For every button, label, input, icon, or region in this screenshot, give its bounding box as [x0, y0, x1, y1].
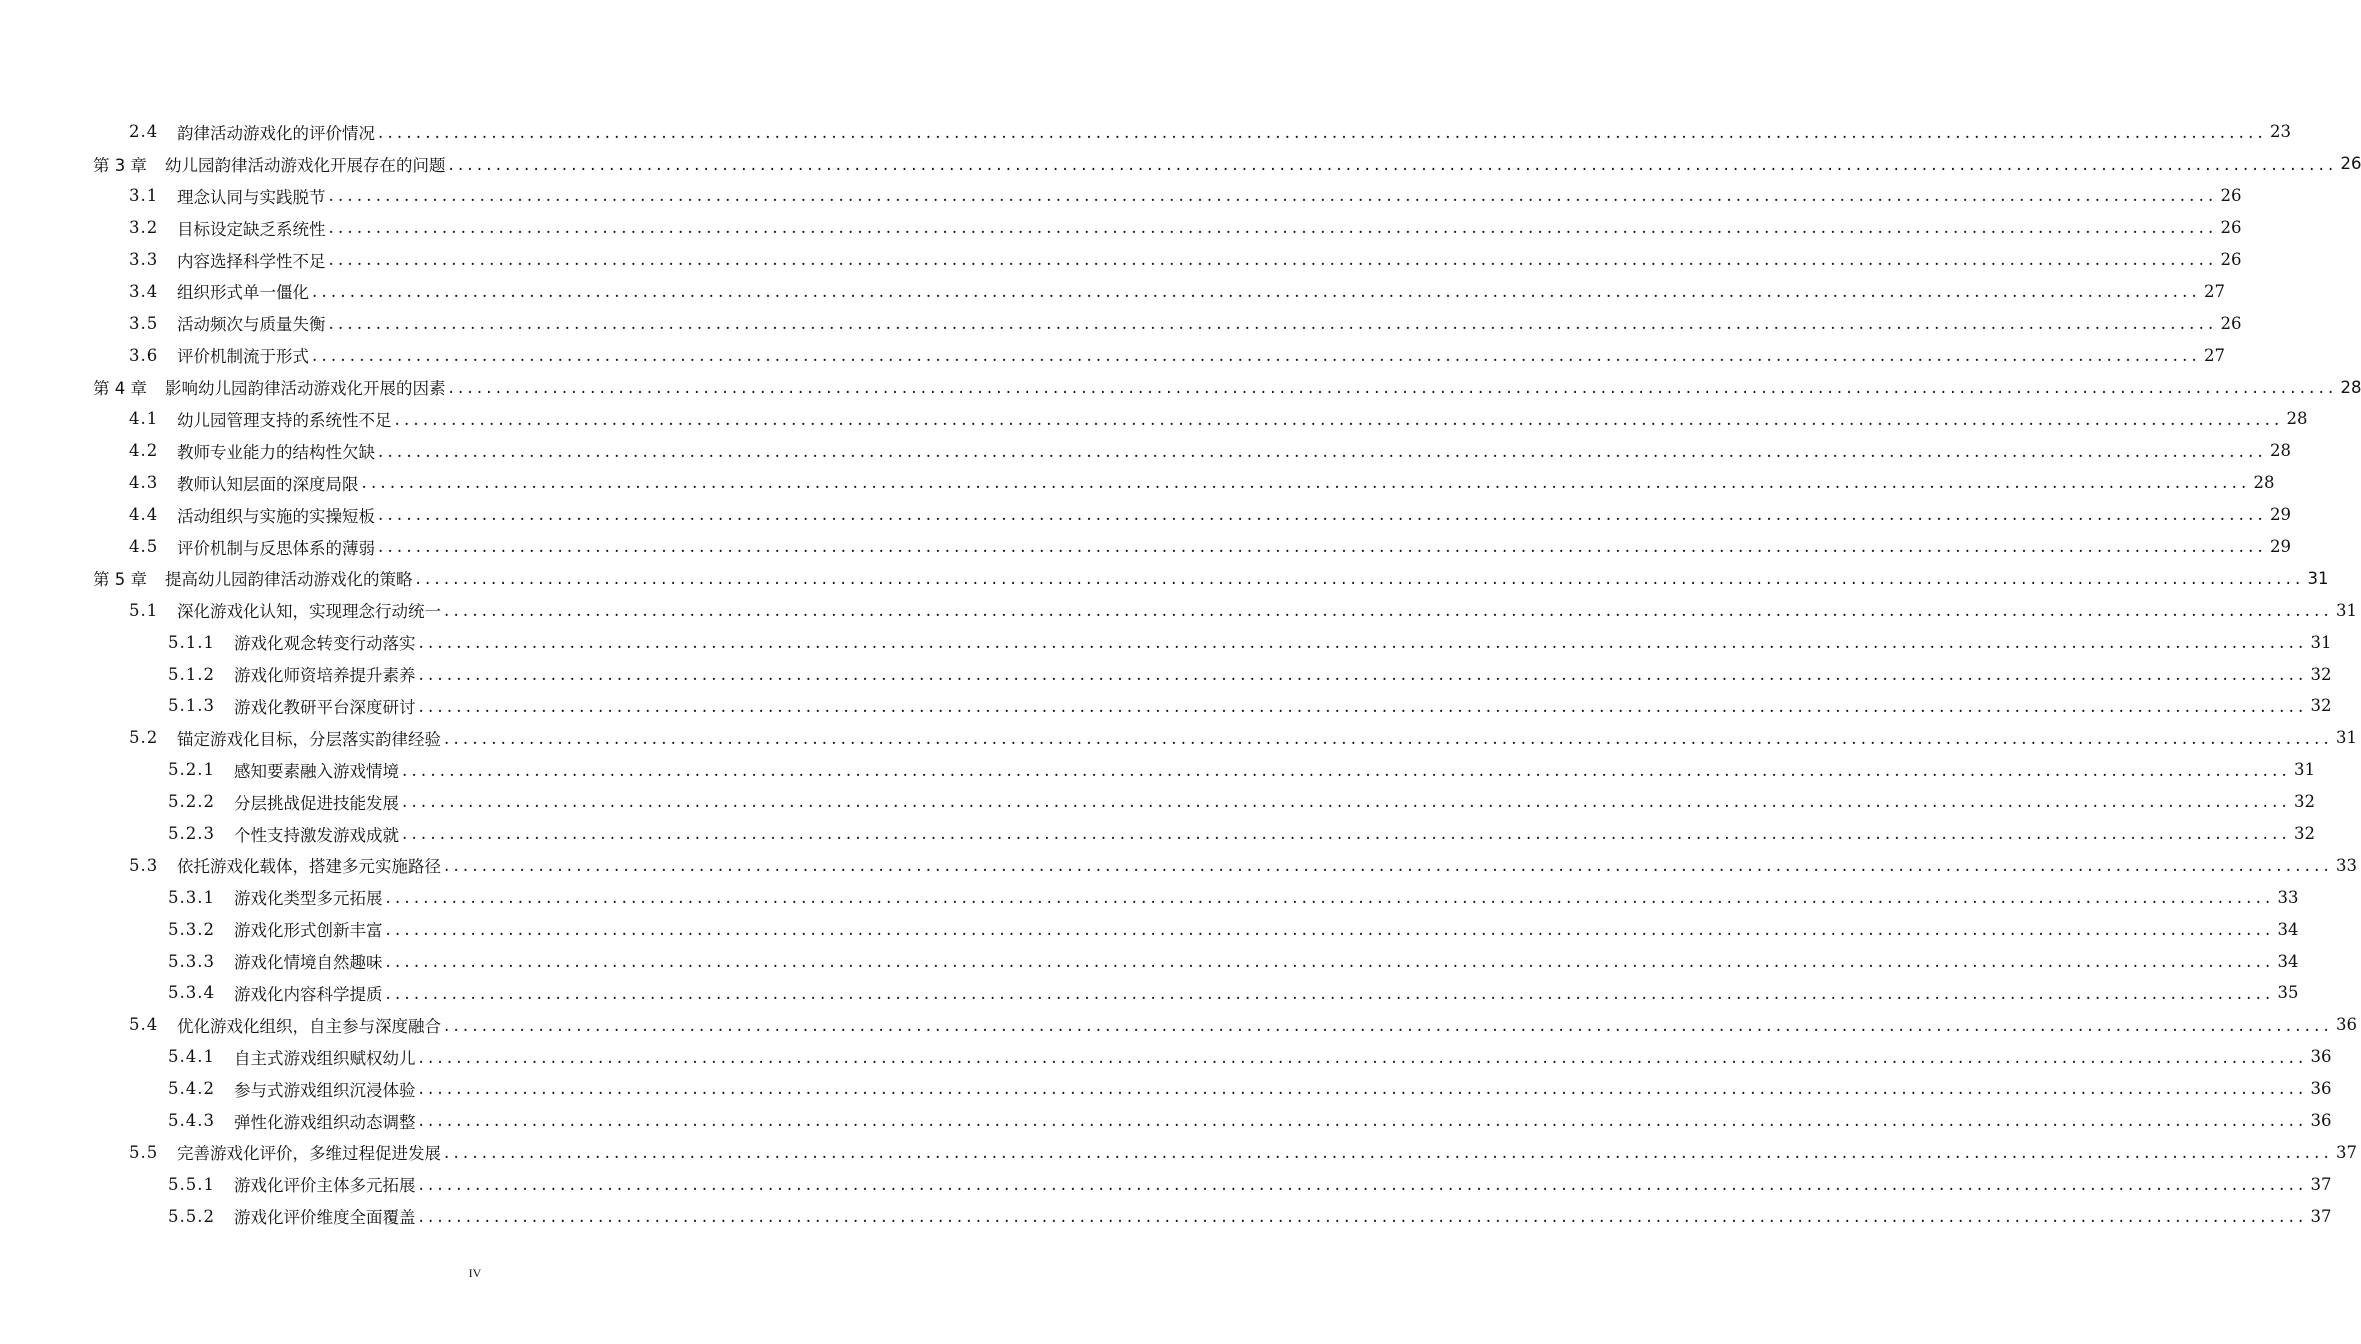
toc-dot-leader: ........................................................................................................................................................................................................ [378, 122, 2267, 142]
toc-section-entry [0, 467, 2275, 499]
toc-dot-leader: ........................................................................................................................................................................................................ [312, 282, 2201, 302]
toc-entry-page: 31 [2335, 600, 2357, 620]
toc-subsection-entry [0, 913, 2299, 945]
toc-dot-leader: ........................................................................................................................................................................................................ [361, 473, 2251, 493]
toc-entry-page: 34 [2277, 919, 2299, 939]
toc-subsection-entry [0, 658, 2332, 690]
toc-entry-title: 锚定游戏化目标，分层落实韵律经验 [177, 729, 441, 749]
toc-entry-page: 31 [2307, 568, 2329, 588]
toc-entry-number: 第 4 章 [93, 379, 147, 399]
toc-entry-title: 理念认同与实践脱节 [177, 187, 326, 207]
toc-entry-page: 26 [2340, 154, 2361, 174]
toc-entry-number: 第 5 章 [93, 570, 147, 590]
toc-entry-title: 幼儿园韵律活动游戏化开展存在的问题 [165, 155, 446, 175]
toc-entry-number: 5.1.1 [168, 632, 215, 652]
toc-dot-leader: ........................................................................................................................................................................................................ [378, 441, 2267, 461]
toc-entry-number: 5.3.4 [168, 983, 215, 1003]
toc-entry-number: 5.1.3 [168, 696, 215, 716]
toc-dot-leader: ........................................................................................................................................................................................................ [444, 1143, 2333, 1163]
toc-section-entry [0, 339, 2225, 371]
toc-entry-page: 27 [2203, 281, 2225, 301]
toc-subsection-entry [0, 818, 2315, 850]
toc-entry-number: 4.5 [129, 537, 159, 557]
toc-dot-leader: ........................................................................................................................................................................................................ [385, 983, 2275, 1003]
toc-dot-leader: ........................................................................................................................................................................................................ [418, 1175, 2308, 1195]
toc-section-entry [0, 244, 2242, 276]
toc-entry-number: 5.2.2 [168, 792, 215, 812]
toc-chapter-entry [0, 148, 2361, 180]
toc-section-entry [0, 180, 2242, 212]
toc-entry-number: 3.6 [129, 345, 159, 365]
toc-subsection-entry [0, 881, 2299, 913]
toc-entry-title: 感知要素融入游戏情境 [234, 761, 399, 781]
toc-entry-number: 3.2 [129, 218, 159, 238]
toc-chapter-entry [0, 371, 2361, 403]
toc-entry-page: 35 [2277, 983, 2299, 1003]
toc-entry-number: 5.4.1 [168, 1047, 215, 1067]
toc-section-entry [0, 531, 2291, 563]
toc-entry-page: 28 [2286, 409, 2308, 429]
toc-entry-page: 28 [2340, 377, 2361, 397]
toc-entry-number: 5.3.1 [168, 887, 215, 907]
toc-entry-page: 31 [2335, 728, 2357, 748]
toc-dot-leader: ........................................................................................................................................................................................................ [385, 919, 2275, 939]
toc-entry-title: 弹性化游戏组织动态调整 [234, 1112, 416, 1132]
toc-entry-number: 4.3 [129, 473, 159, 493]
toc-entry-number: 5.5.1 [168, 1174, 215, 1194]
toc-dot-leader: ........................................................................................................................................................................................................ [415, 569, 2305, 589]
toc-entry-title: 影响幼儿园韵律活动游戏化开展的因素 [165, 379, 446, 399]
toc-dot-leader: ........................................................................................................................................................................................................ [418, 1206, 2308, 1226]
toc-subsection-entry [0, 1105, 2332, 1137]
toc-subsection-entry [0, 690, 2332, 722]
toc-entry-number: 5.3.3 [168, 951, 215, 971]
toc-entry-page: 33 [2335, 855, 2357, 875]
toc-dot-leader: ........................................................................................................................................................................................................ [402, 824, 2291, 844]
toc-entry-number: 5.5.2 [168, 1206, 215, 1226]
toc-entry-page: 36 [2310, 1047, 2332, 1067]
toc-entry-number: 3.1 [129, 186, 159, 206]
toc-entry-page: 37 [2310, 1206, 2332, 1226]
toc-entry-page: 32 [2293, 824, 2315, 844]
toc-entry-number: 5.1.2 [168, 664, 215, 684]
toc-dot-leader: ........................................................................................................................................................................................................ [328, 250, 2218, 270]
toc-section-entry [0, 307, 2242, 339]
toc-entry-page: 34 [2277, 951, 2299, 971]
toc-entry-title: 分层挑战促进技能发展 [234, 793, 399, 813]
toc-subsection-entry [0, 754, 2315, 786]
toc-entry-number: 4.1 [129, 409, 159, 429]
toc-dot-leader: ........................................................................................................................................................................................................ [418, 664, 2308, 684]
toc-section-entry [0, 403, 2308, 435]
toc-section-entry [0, 499, 2291, 531]
toc-entry-title: 教师专业能力的结构性欠缺 [177, 442, 375, 462]
toc-entry-page: 29 [2269, 537, 2291, 557]
toc-entry-number: 4.2 [129, 441, 159, 461]
toc-subsection-entry [0, 786, 2315, 818]
toc-entry-page: 26 [2220, 250, 2242, 269]
toc-entry-number: 第 3 章 [93, 155, 147, 175]
toc-entry-title: 游戏化评价主体多元拓展 [234, 1176, 416, 1196]
toc-section-entry [0, 849, 2357, 881]
toc-entry-page: 31 [2310, 632, 2332, 652]
toc-entry-title: 深化游戏化认知，实现理念行动统一 [177, 602, 441, 622]
toc-entry-title: 评价机制流于形式 [177, 347, 309, 367]
toc-dot-leader: ........................................................................................................................................................................................................ [444, 601, 2333, 621]
toc-entry-number: 5.3 [129, 855, 159, 875]
toc-subsection-entry [0, 626, 2332, 658]
table-of-contents [0, 116, 2361, 1232]
toc-entry-title: 活动组织与实施的实操短板 [177, 506, 375, 526]
toc-dot-leader: ........................................................................................................................................................................................................ [448, 154, 2338, 174]
toc-entry-title: 游戏化师资培养提升素养 [234, 666, 416, 686]
toc-entry-title: 内容选择科学性不足 [177, 251, 326, 271]
toc-entry-title: 游戏化内容科学提质 [234, 984, 383, 1004]
page-number: IV [468, 1266, 482, 1280]
toc-entry-title: 依托游戏化载体，搭建多元实施路径 [177, 857, 441, 877]
toc-dot-leader: ........................................................................................................................................................................................................ [418, 696, 2308, 716]
toc-entry-page: 37 [2335, 1142, 2357, 1162]
toc-entry-page: 23 [2269, 122, 2291, 142]
toc-entry-number: 5.4.3 [168, 1111, 215, 1131]
toc-entry-page: 36 [2310, 1111, 2332, 1131]
toc-entry-number: 5.1 [129, 600, 159, 620]
toc-entry-title: 游戏化情境自然趣味 [234, 953, 383, 973]
toc-section-entry [0, 435, 2291, 467]
toc-entry-page: 33 [2277, 887, 2299, 907]
toc-entry-title: 优化游戏化组织，自主参与深度融合 [177, 1016, 441, 1036]
toc-entry-number: 5.5 [129, 1142, 159, 1162]
toc-subsection-entry [0, 1200, 2332, 1232]
toc-entry-number: 3.4 [129, 281, 159, 301]
toc-entry-title: 自主式游戏组织赋权幼儿 [234, 1048, 416, 1068]
toc-section-entry [0, 275, 2225, 307]
toc-entry-number: 3.3 [129, 250, 159, 269]
toc-dot-leader: ........................................................................................................................................................................................................ [418, 1079, 2308, 1099]
toc-dot-leader: ........................................................................................................................................................................................................ [385, 951, 2275, 971]
toc-entry-title: 游戏化观念转变行动落实 [234, 634, 416, 654]
toc-dot-leader: ........................................................................................................................................................................................................ [394, 409, 2284, 429]
toc-entry-page: 26 [2220, 218, 2242, 238]
toc-entry-page: 26 [2220, 186, 2242, 206]
toc-dot-leader: ........................................................................................................................................................................................................ [378, 505, 2267, 525]
toc-entry-title: 参与式游戏组织沉浸体验 [234, 1080, 416, 1100]
toc-entry-number: 5.2.3 [168, 824, 215, 844]
toc-entry-page: 28 [2253, 473, 2275, 493]
toc-entry-number: 5.3.2 [168, 919, 215, 939]
toc-entry-title: 组织形式单一僵化 [177, 283, 309, 303]
toc-dot-leader: ........................................................................................................................................................................................................ [418, 1047, 2308, 1067]
toc-entry-page: 36 [2310, 1079, 2332, 1099]
toc-dot-leader: ........................................................................................................................................................................................................ [328, 218, 2218, 238]
toc-entry-title: 完善游戏化评价，多维过程促进发展 [177, 1144, 441, 1164]
toc-entry-page: 28 [2269, 441, 2291, 461]
toc-entry-page: 27 [2203, 345, 2225, 365]
toc-dot-leader: ........................................................................................................................................................................................................ [418, 1111, 2308, 1131]
toc-entry-title: 游戏化教研平台深度研讨 [234, 697, 416, 717]
toc-entry-page: 31 [2293, 760, 2315, 780]
toc-dot-leader: ........................................................................................................................................................................................................ [402, 792, 2291, 812]
toc-entry-page: 26 [2220, 313, 2242, 333]
toc-section-entry [0, 212, 2242, 244]
toc-section-entry [0, 1009, 2357, 1041]
toc-entry-page: 32 [2310, 696, 2332, 716]
toc-subsection-entry [0, 945, 2299, 977]
toc-section-entry [0, 1137, 2357, 1169]
toc-dot-leader: ........................................................................................................................................................................................................ [418, 632, 2308, 652]
toc-entry-number: 5.4.2 [168, 1079, 215, 1099]
toc-entry-page: 36 [2335, 1015, 2357, 1035]
toc-entry-page: 37 [2310, 1174, 2332, 1194]
toc-entry-page: 29 [2269, 505, 2291, 525]
toc-dot-leader: ........................................................................................................................................................................................................ [444, 1015, 2333, 1035]
toc-section-entry [0, 722, 2357, 754]
toc-entry-title: 活动频次与质量失衡 [177, 315, 326, 335]
toc-entry-title: 韵律活动游戏化的评价情况 [177, 123, 375, 143]
toc-dot-leader: ........................................................................................................................................................................................................ [444, 856, 2333, 876]
toc-entry-page: 32 [2310, 664, 2332, 684]
toc-entry-title: 评价机制与反思体系的薄弱 [177, 538, 375, 558]
toc-dot-leader: ........................................................................................................................................................................................................ [448, 377, 2338, 397]
toc-entry-title: 提高幼儿园韵律活动游戏化的策略 [165, 570, 413, 590]
toc-entry-number: 4.4 [129, 505, 159, 525]
toc-chapter-entry [0, 562, 2329, 594]
toc-entry-number: 5.2.1 [168, 760, 215, 780]
toc-entry-number: 2.4 [129, 122, 159, 142]
toc-entry-title: 游戏化评价维度全面覆盖 [234, 1208, 416, 1228]
toc-entry-page: 32 [2293, 792, 2315, 812]
toc-entry-title: 个性支持激发游戏成就 [234, 825, 399, 845]
toc-section-entry [0, 116, 2291, 148]
toc-entry-title: 游戏化形式创新丰富 [234, 921, 383, 941]
toc-dot-leader: ........................................................................................................................................................................................................ [328, 186, 2218, 206]
toc-dot-leader: ........................................................................................................................................................................................................ [444, 728, 2333, 748]
toc-entry-number: 5.2 [129, 728, 159, 748]
toc-entry-title: 教师认知层面的深度局限 [177, 474, 359, 494]
toc-entry-title: 游戏化类型多元拓展 [234, 889, 383, 909]
toc-section-entry [0, 594, 2357, 626]
toc-entry-title: 幼儿园管理支持的系统性不足 [177, 410, 392, 430]
toc-dot-leader: ........................................................................................................................................................................................................ [385, 888, 2275, 908]
toc-dot-leader: ........................................................................................................................................................................................................ [402, 760, 2291, 780]
toc-entry-number: 3.5 [129, 313, 159, 333]
toc-dot-leader: ........................................................................................................................................................................................................ [328, 314, 2218, 334]
toc-dot-leader: ........................................................................................................................................................................................................ [378, 537, 2267, 557]
toc-subsection-entry [0, 1041, 2332, 1073]
toc-entry-title: 目标设定缺乏系统性 [177, 219, 326, 239]
toc-subsection-entry [0, 1168, 2332, 1200]
toc-subsection-entry [0, 1073, 2332, 1105]
toc-entry-number: 5.4 [129, 1015, 159, 1035]
toc-dot-leader: ........................................................................................................................................................................................................ [312, 345, 2201, 365]
toc-subsection-entry [0, 977, 2299, 1009]
